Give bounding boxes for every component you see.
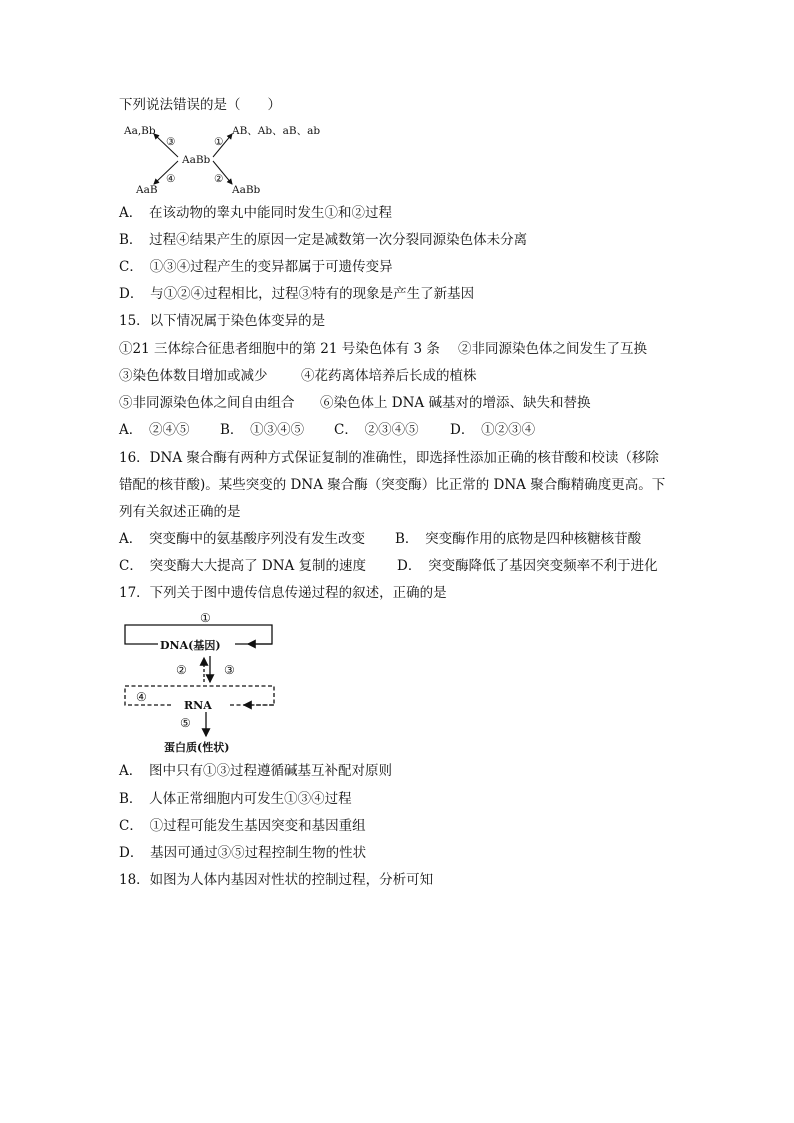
q14-bottom-right-genotype: AaBb xyxy=(232,184,261,196)
q16-stem-line-1: 16．DNA 聚合酶有两种方式保证复制的准确性，即选择性添加正确的核苷酸和校读（移除 xyxy=(119,450,659,466)
q17-option-b: B． 人体正常细胞内可发生①③④过程 xyxy=(119,791,352,807)
q18-stem: 18．如图为人体内基因对性状的控制过程，分析可知 xyxy=(119,872,434,888)
q17-process-1: ① xyxy=(200,611,211,625)
q16-option-a: A． 突变酶中的氨基酸序列没有发生改变 xyxy=(119,531,365,547)
q14-center-genotype: AaBb xyxy=(182,154,211,166)
q15-option-c: C． ②③④⑤ xyxy=(334,422,419,438)
q14-option-b: B． 过程④结果产生的原因一定是减数第一次分裂同源染色体未分离 xyxy=(119,232,528,248)
q17-process-4: ④ xyxy=(136,690,147,704)
q14-meiosis-diagram xyxy=(118,120,328,200)
q15-item-5: ⑤非同源染色体之间自由组合 xyxy=(119,395,295,411)
q17-rna-label: RNA xyxy=(184,699,212,712)
q17-stem: 17．下列关于图中遗传信息传递过程的叙述，正确的是 xyxy=(119,585,447,601)
q15-option-a: A． ②④⑤ xyxy=(119,422,190,438)
q17-option-a: A． 图中只有①③过程遵循碱基互补配对原则 xyxy=(119,763,392,779)
q17-process-2: ② xyxy=(176,663,187,677)
q14-circle-2: ② xyxy=(214,173,224,185)
q15-option-b: B． ①③④⑤ xyxy=(220,422,305,438)
q15-item-2: ②非同源染色体之间发生了互换 xyxy=(458,341,647,357)
q16-option-b: B． 突变酶作用的底物是四种核糖核苷酸 xyxy=(395,531,642,547)
q14-stem: 下列说法错误的是（ ） xyxy=(119,97,281,113)
q16-stem-line-2: 错配的核苷酸)。某些突变的 DNA 聚合酶（突变酶）比正常的 DNA 聚合酶精确度更高。下 xyxy=(119,477,666,493)
q14-bottom-left-genotype: AaB xyxy=(136,184,158,196)
q17-dna-label: DNA(基因) xyxy=(160,639,221,652)
q14-circle-4: ④ xyxy=(166,173,176,185)
q17-process-5: ⑤ xyxy=(180,716,191,730)
q16-option-c: C． 突变酶大大提高了 DNA 复制的速度 xyxy=(119,558,367,574)
q14-option-a: A． 在该动物的睾丸中能同时发生①和②过程 xyxy=(119,205,392,221)
q14-option-d: D． 与①②④过程相比，过程③特有的现象是产生了新基因 xyxy=(119,286,475,302)
q17-option-c: C． ①过程可能发生基因突变和基因重组 xyxy=(119,818,366,834)
q14-circle-3: ③ xyxy=(166,136,176,148)
q15-item-1: ①21 三体综合征患者细胞中的第 21 号染色体有 3 条 xyxy=(119,341,440,357)
q15-stem: 15．以下情况属于染色体变异的是 xyxy=(119,313,326,329)
q17-protein-label: 蛋白质(性状) xyxy=(164,741,230,754)
q16-stem-line-3: 列有关叙述正确的是 xyxy=(119,504,241,520)
q14-top-left-genotype: Aa,Bb xyxy=(124,125,156,137)
q14-circle-1: ① xyxy=(214,136,224,148)
q15-item-6: ⑥染色体上 DNA 碱基对的增添、缺失和替换 xyxy=(320,395,591,411)
q17-central-dogma-diagram xyxy=(120,608,290,756)
q15-item-3: ③染色体数目增加或减少 xyxy=(119,368,268,384)
q14-top-right-gametes: AB、Ab、aB、ab xyxy=(232,125,321,137)
q17-option-d: D． 基因可通过③⑤过程控制生物的性状 xyxy=(119,845,367,861)
q16-option-d: D． 突变酶降低了基因突变频率不利于进化 xyxy=(397,558,658,574)
q15-option-d: D． ①②③④ xyxy=(450,422,536,438)
q14-option-c: C． ①③④过程产生的变异都属于可遗传变异 xyxy=(119,259,393,275)
q15-item-4: ④花药离体培养后长成的植株 xyxy=(301,368,477,384)
q17-process-3: ③ xyxy=(224,663,235,677)
